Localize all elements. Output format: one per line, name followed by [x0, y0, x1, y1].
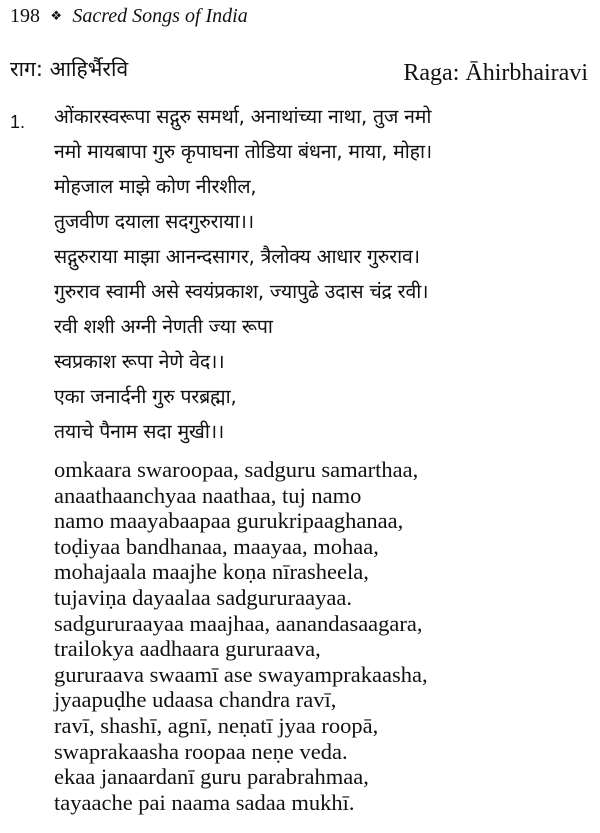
- devanagari-line: तयाचे पैनाम सदा मुखी।।: [54, 420, 225, 443]
- transliteration-line: omkaara swaroopaa, sadguru samarthaa,: [54, 457, 419, 482]
- devanagari-line: मोहजाल माझे कोण नीरशील,: [54, 175, 257, 198]
- raga-title-roman: Raga: Āhirbhairavi: [403, 60, 588, 86]
- transliteration-line: anaathaanchyaa naathaa, tuj namo: [54, 482, 362, 508]
- devanagari-verse: [54, 99, 594, 449]
- transliteration-line: tayaache pai naama sadaa mukhī.: [54, 789, 355, 815]
- transliteration-line: ravī, shashī, agnī, neṇatī jyaa roopā,: [54, 712, 379, 738]
- transliteration-line: tujaviṇa dayaalaa sadgururaayaa.: [54, 584, 352, 610]
- devanagari-line: एका जनार्दनी गुरु परब्रह्मा,: [54, 385, 237, 408]
- transliteration-line: mohajaala maajhe koṇa nīrasheela,: [54, 559, 369, 585]
- diamond-ornament-icon: ❖: [50, 9, 63, 24]
- transliteration-verse: [54, 457, 594, 815]
- raga-title-devanagari: राग: आहिर्भैरवि: [10, 57, 129, 81]
- devanagari-line: सद्गुरुराया माझा आनन्दसागर, त्रैलोक्य आधार गुरुराव।: [54, 245, 420, 268]
- verse-number: 1.: [10, 112, 26, 132]
- devanagari-line: तुजवीण दयाला सदगुरुराया।।: [54, 210, 254, 233]
- transliteration-line: trailokya aadhaara gururaava,: [54, 636, 321, 662]
- running-header: [10, 2, 248, 32]
- transliteration-line: gururaava swaamī ase swayamprakaasha,: [54, 661, 428, 687]
- transliteration-line: ekaa janaardanī guru parabrahmaa,: [54, 764, 369, 790]
- devanagari-line: ओंकारस्वरूपा सद्गुरु समर्था, अनाथांच्या नाथा, तुज नमो: [54, 105, 432, 128]
- transliteration-line: sadgururaayaa maajhaa, aanandasaagara,: [54, 610, 423, 636]
- book-title: Sacred Songs of India: [72, 5, 248, 27]
- transliteration-line: swaprakaasha roopaa neṇe veda.: [54, 738, 348, 764]
- devanagari-line: स्वप्रकाश रूपा नेणे वेद।।: [54, 350, 225, 373]
- devanagari-line: नमो मायबापा गुरु कृपाघना तोडिया बंधना, माया, मोहा।: [54, 140, 432, 163]
- page-number: 198: [10, 5, 40, 27]
- devanagari-line: रवी शशी अग्नी नेणती ज्या रूपा: [54, 315, 273, 338]
- transliteration-line: jyaapuḍhe udaasa chandra ravī,: [54, 687, 337, 713]
- devanagari-line: गुरुराव स्वामी असे स्वयंप्रकाश, ज्यापुढे उदास चंद्र रवी।: [54, 280, 429, 303]
- transliteration-line: toḍiyaa bandhanaa, maayaa, mohaa,: [54, 533, 379, 559]
- transliteration-line: namo maayabaapaa gurukripaaghanaa,: [54, 508, 404, 534]
